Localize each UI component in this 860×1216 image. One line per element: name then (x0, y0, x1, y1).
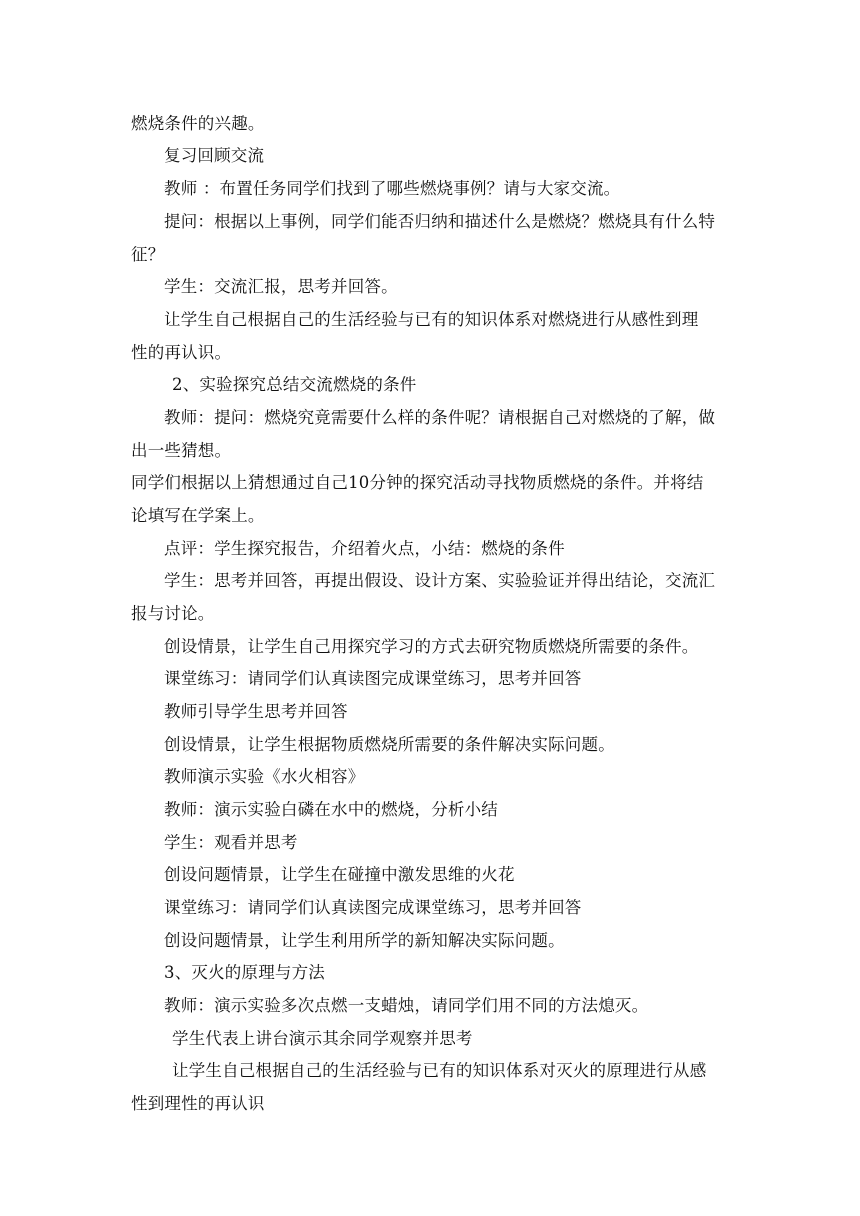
section-heading: 3、灭火的原理与方法 (164, 963, 325, 982)
text-line: 提问：根据以上事例，同学们能否归纳和描述什么是燃烧？燃烧具有什么特 (164, 212, 716, 231)
text-line: 出一些猜想。 (131, 441, 232, 460)
text-line: 教师：演示实验白磷在水中的燃烧，分析小结 (164, 800, 498, 819)
text-line: 学生：交流汇报，思考并回答。 (164, 277, 398, 296)
text-line: 点评：学生探究报告，介绍着火点，小结：燃烧的条件 (164, 539, 565, 558)
text-line: 性的再认识。 (131, 343, 232, 362)
text-line: 性到理性的再认识 (131, 1094, 265, 1113)
text-line: 让学生自己根据自己的生活经验与已有的知识体系对灭火的原理进行从感 (172, 1061, 707, 1080)
text-line: 教师引导学生思考并回答 (164, 702, 348, 721)
text-line: 学生代表上讲台演示其余同学观察并思考 (172, 1029, 473, 1048)
text-line: 教师：演示实验多次点燃一支蜡烛，请同学们用不同的方法熄灭。 (164, 996, 649, 1015)
text-line: 教师 ：布置任务同学们找到了哪些燃烧事例？请与大家交流。 (164, 179, 621, 198)
text-line: 教师：提问：燃烧究竟需要什么样的条件呢？请根据自己对燃烧的了解，做 (164, 408, 716, 427)
text-line: 课堂练习：请同学们认真读图完成课堂练习，思考并回答 (164, 669, 582, 688)
text-line: 学生：思考并回答，再提出假设、设计方案、实验验证并得出结论，交流汇 (164, 571, 716, 590)
text-line: 创设问题情景，让学生在碰撞中激发思维的火花 (164, 865, 515, 884)
text-line: 学生：观看并思考 (164, 833, 298, 852)
text-line: 让学生自己根据自己的生活经验与已有的知识体系对燃烧进行从感性到理 (164, 310, 699, 329)
text-line: 报与讨论。 (131, 604, 215, 623)
text-line: 征？ (131, 245, 165, 264)
text-line: 教师演示实验《水火相容》 (164, 767, 365, 786)
text-line: 论填写在学案上。 (131, 506, 265, 525)
text-line: 创设问题情景，让学生利用所学的新知解决实际问题。 (164, 931, 565, 950)
text-line: 创设情景，让学生根据物质燃烧所需要的条件解决实际问题。 (164, 735, 615, 754)
text-line: 同学们根据以上猜想通过自己10分钟的探究活动寻找物质燃烧的条件。并将结 (131, 473, 704, 492)
text-line: 复习回顾交流 (164, 146, 265, 165)
text-line: 燃烧条件的兴趣。 (131, 114, 265, 133)
text-line: 课堂练习：请同学们认真读图完成课堂练习，思考并回答 (164, 898, 582, 917)
text-line: 创设情景，让学生自己用探究学习的方式去研究物质燃烧所需要的条件。 (164, 637, 699, 656)
section-heading: 2、实验探究总结交流燃烧的条件 (172, 375, 417, 394)
